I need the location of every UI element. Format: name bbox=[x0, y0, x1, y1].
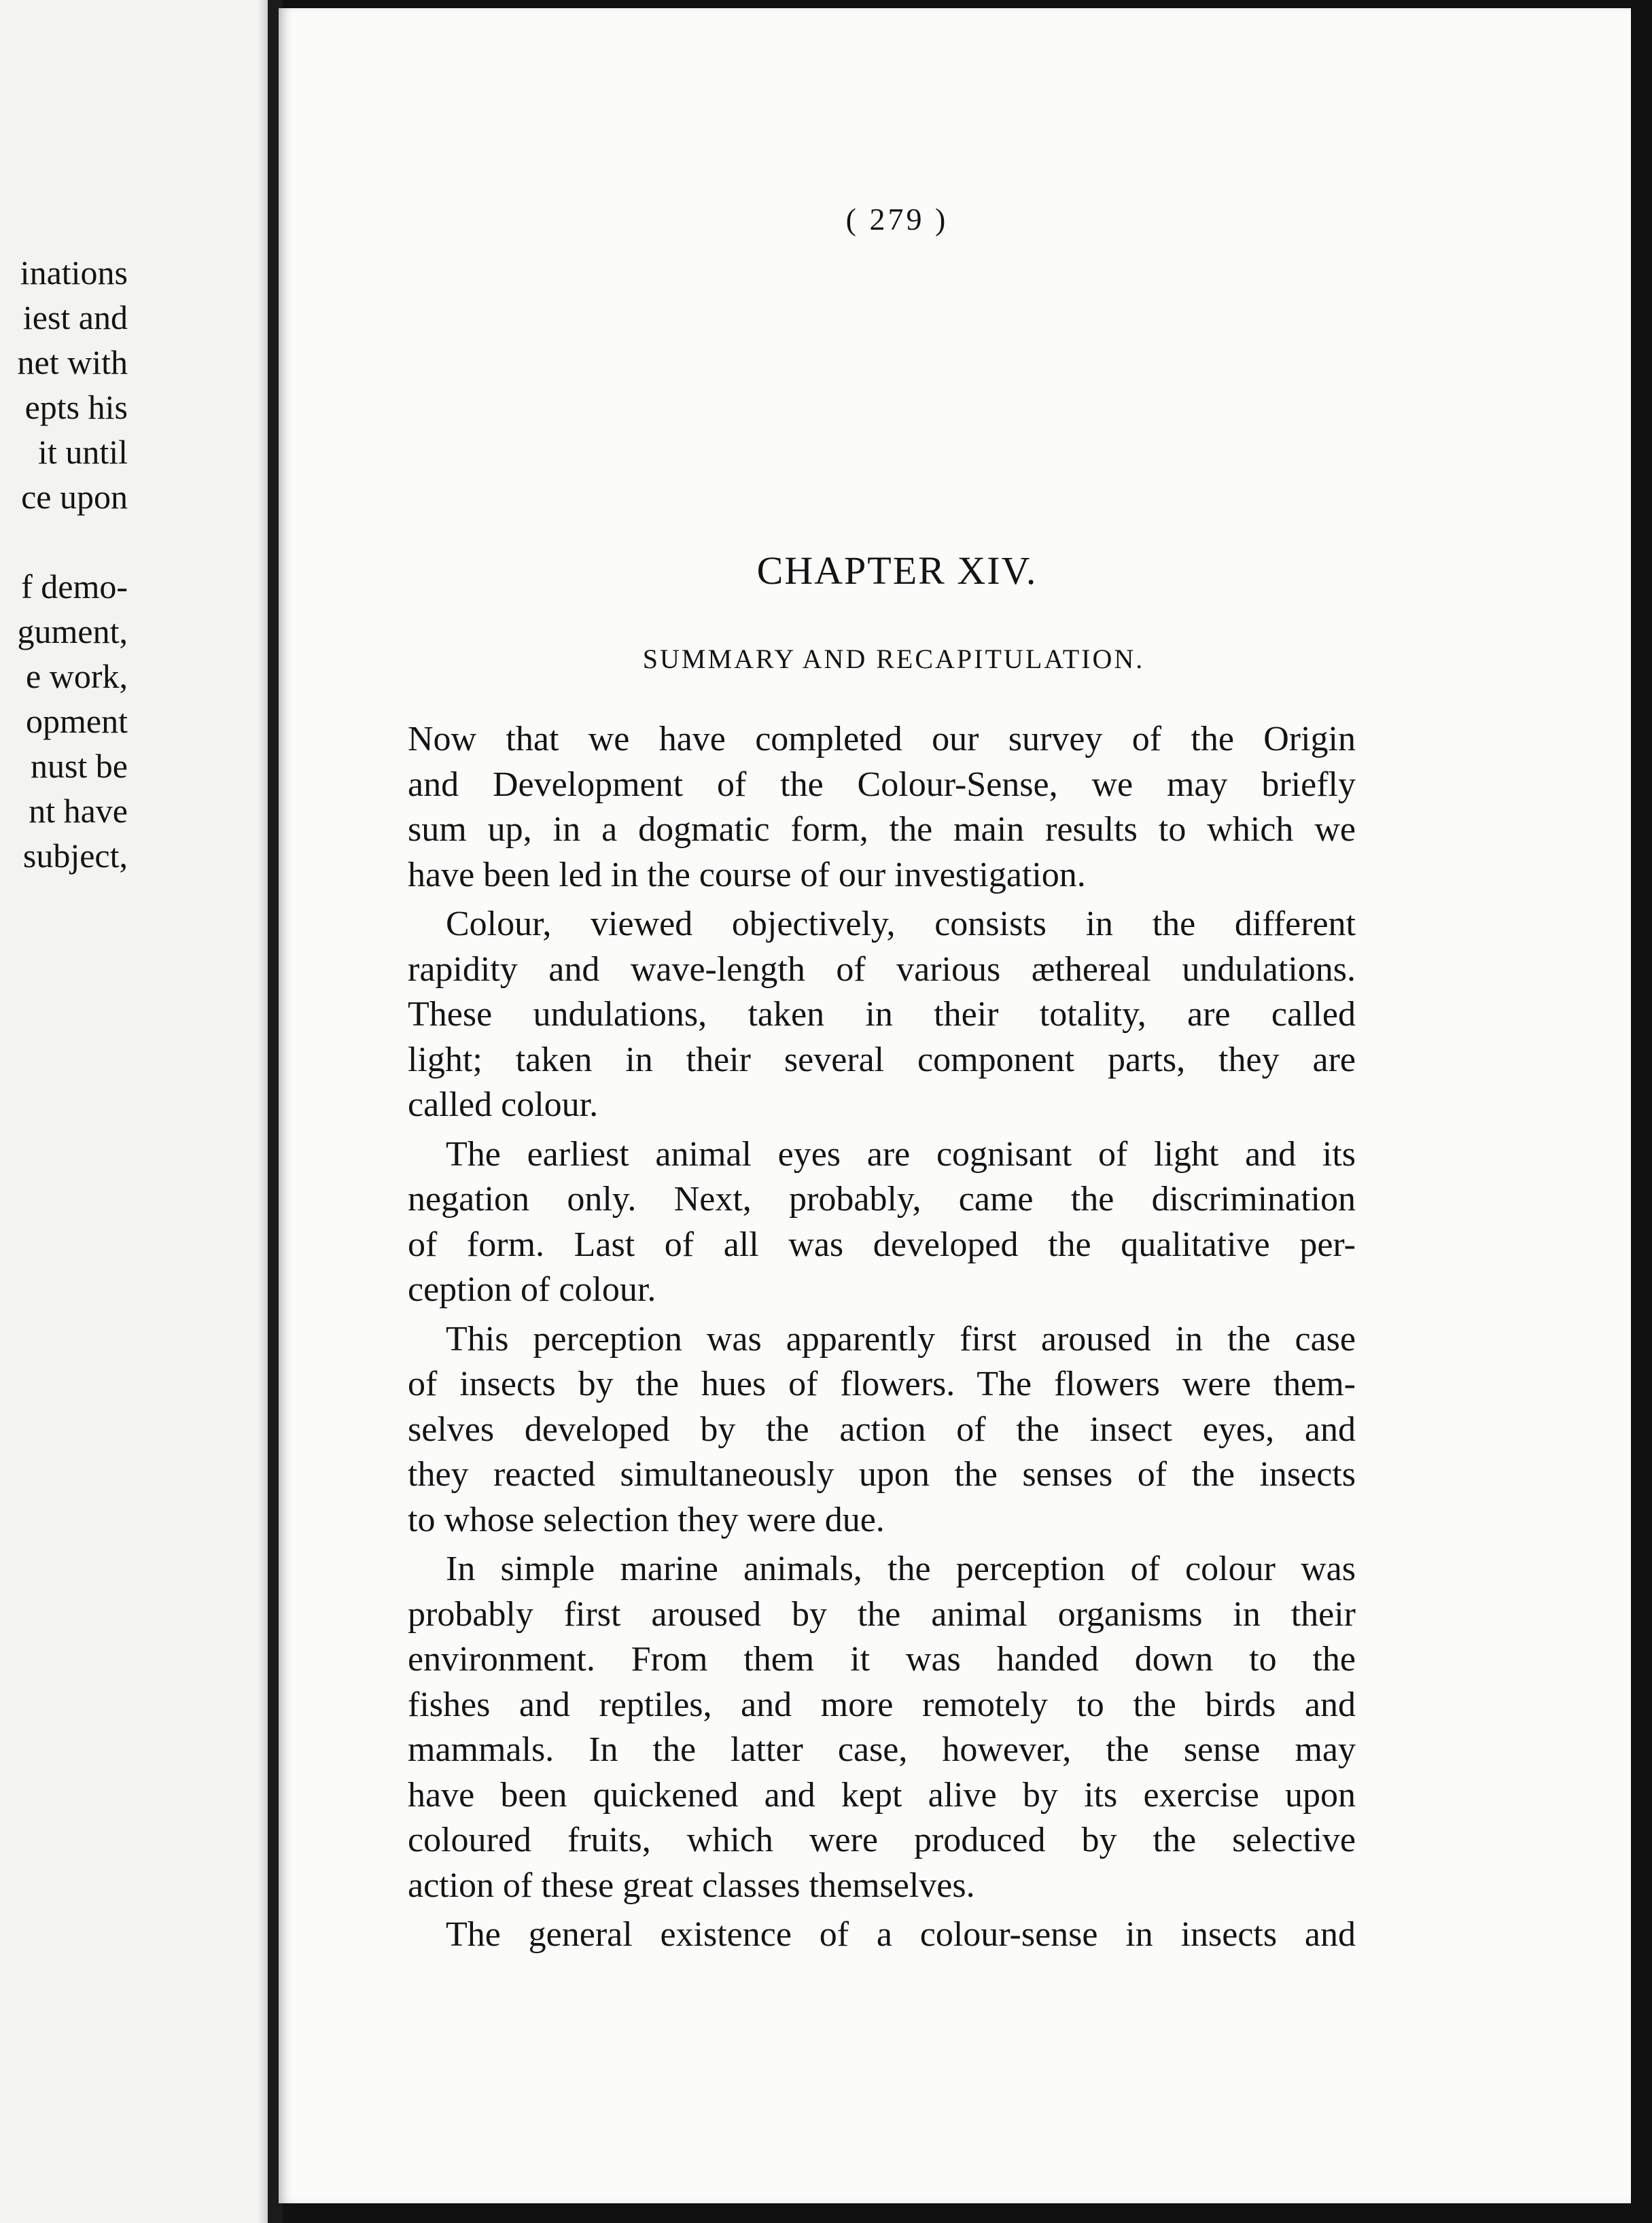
text-line: they reacted simultaneously upon the senses of the insects bbox=[408, 1455, 1356, 1494]
left-page-fragment: ce upon bbox=[21, 478, 128, 516]
left-page-fragment: inations bbox=[20, 253, 128, 292]
left-page-fragment: opment bbox=[26, 702, 128, 740]
left-page-fragment: nt have bbox=[29, 792, 128, 830]
left-page-fragment: net with bbox=[17, 343, 128, 381]
text-line: Now that we have completed our survey of the Origin bbox=[408, 720, 1356, 758]
left-page-fragment: it until bbox=[38, 433, 128, 471]
left-facing-page bbox=[0, 0, 270, 2223]
text-line: The earliest animal eyes are cognisant of light and its bbox=[446, 1134, 1356, 1174]
text-line: Colour, viewed objectively, consists in the different bbox=[446, 905, 1356, 943]
text-line: of form. Last of all was developed the qualitative per- bbox=[408, 1225, 1356, 1264]
text-line: This perception was apparently first aroused in the case bbox=[446, 1319, 1356, 1359]
text-line: rapidity and wave-length of various æthereal undulations. bbox=[408, 949, 1356, 989]
text-line: negation only. Next, probably, came the discrimination bbox=[408, 1180, 1356, 1219]
text-line: light; taken in their several component parts, they are bbox=[408, 1040, 1356, 1079]
left-page-fragment: subject, bbox=[22, 837, 128, 875]
text-line: In simple marine animals, the perception of colour was bbox=[446, 1550, 1356, 1588]
text-line: and Development of the Colour-Sense, we may briefly bbox=[408, 765, 1356, 804]
left-page-fragment: e work, bbox=[26, 657, 128, 695]
text-line: These undulations, taken in their totality, are called bbox=[408, 995, 1356, 1034]
chapter-subtitle: SUMMARY AND RECAPITULATION. bbox=[642, 644, 1145, 674]
text-line: selves developed by the action of the insect eyes, and bbox=[408, 1410, 1356, 1449]
text-line: sum up, in a dogmatic form, the main results to which we bbox=[408, 810, 1356, 849]
text-line: coloured fruits, which were produced by the selective bbox=[408, 1821, 1356, 1859]
page-number: ( 279 ) bbox=[845, 202, 949, 237]
text-line: called colour. bbox=[408, 1085, 599, 1124]
body-text bbox=[408, 717, 1356, 1958]
left-page-fragment: gument, bbox=[17, 612, 128, 650]
text-line: fishes and reptiles, and more remotely to the birds and bbox=[408, 1685, 1356, 1724]
text-line: The general existence of a colour-sense in insects and bbox=[446, 1915, 1356, 1954]
chapter-title: CHAPTER XIV. bbox=[756, 548, 1038, 593]
left-page-fragment: nust be bbox=[30, 747, 128, 785]
text-line: mammals. In the latter case, however, the sense may bbox=[408, 1730, 1356, 1769]
text-line: ception of colour. bbox=[408, 1270, 656, 1309]
text-line: probably first aroused by the animal organisms in their bbox=[408, 1594, 1356, 1634]
text-line: action of these great classes themselves. bbox=[408, 1866, 975, 1905]
text-line: have been quickened and kept alive by its exercise upon bbox=[408, 1775, 1356, 1815]
text-line: environment. From them it was handed down to the bbox=[408, 1640, 1356, 1679]
left-page-fragment: f demo- bbox=[21, 567, 128, 606]
text-line: of insects by the hues of flowers. The flowers were them- bbox=[408, 1365, 1356, 1403]
text-line: have been led in the course of our investigation. bbox=[408, 855, 1086, 894]
left-page-fragment: epts his bbox=[24, 388, 128, 426]
gutter-shadow bbox=[258, 0, 268, 2223]
left-page-fragment: iest and bbox=[22, 298, 128, 336]
text-line: to whose selection they were due. bbox=[408, 1500, 885, 1539]
